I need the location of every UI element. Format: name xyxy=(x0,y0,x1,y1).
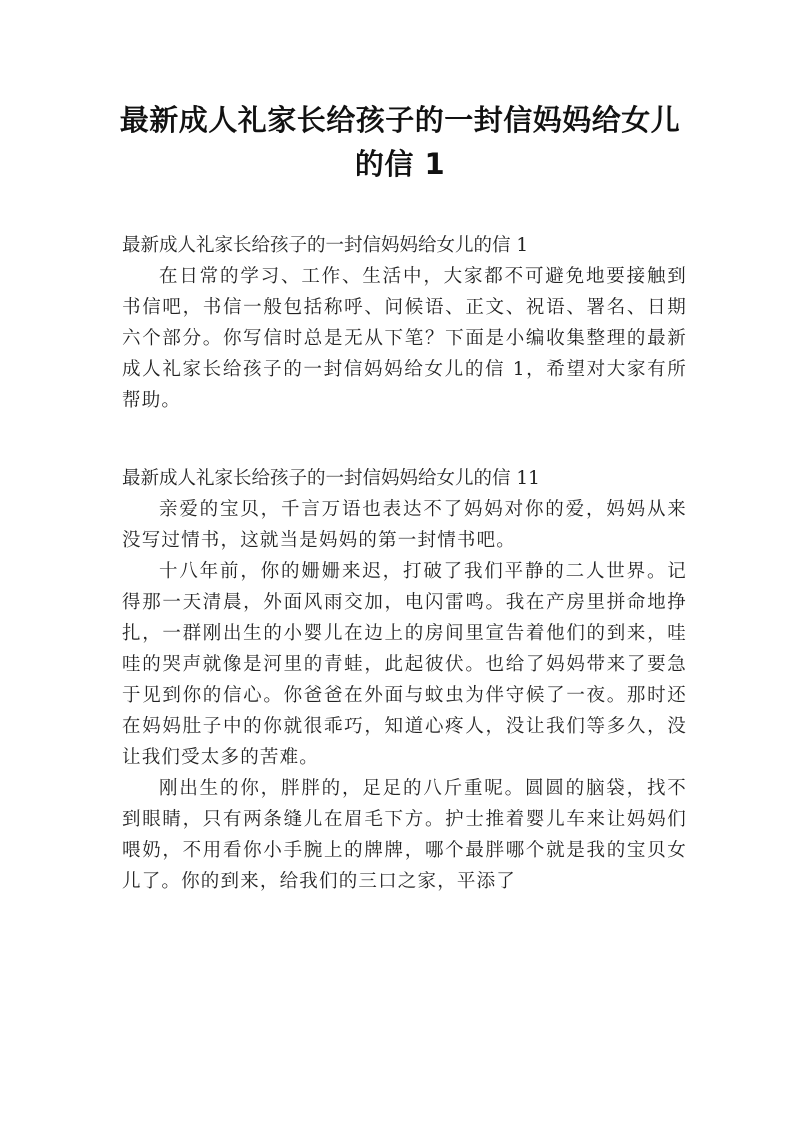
letter-paragraph: 刚出生的你，胖胖的，足足的八斤重呢。圆圆的脑袋，找不到眼睛，只有两条缝儿在眉毛下方。护士推着婴儿车来让妈妈们喂奶，不用看你小手腕上的牌牌，哪个最胖哪个就是我的宝贝女儿了。你的到来，给我们的三口之家，平添了 xyxy=(122,778,687,892)
letter-paragraph: 十八年前，你的姗姗来迟，打破了我们平静的二人世界。记得那一天清晨，外面风雨交加，电闪雷鸣。我在产房里拼命地挣扎，一群刚出生的小婴儿在边上的房间里宣告着他们的到来，哇哇的哭声就像是河里的青蛙，此起彼伏。也给了妈妈带来了要急于见到你的信心。你爸爸在外面与蚊虫为伴守候了一夜。那时还在妈妈肚子中的你就很乖巧，知道心疼人，没让我们等多久，没让我们受太多的苦难。 xyxy=(122,561,687,768)
section-heading: 最新成人礼家长给孩子的一封信妈妈给女儿的信 1 xyxy=(122,235,529,256)
document-title: 最新成人礼家长给孩子的一封信妈妈给女儿的信 1 xyxy=(119,103,681,181)
intro-paragraph: 在日常的学习、工作、生活中，大家都不可避免地要接触到书信吧，书信一般包括称呼、问候语、正文、祝语、署名、日期六个部分。你写信时总是无从下笔？下面是小编收集整理的最新成人礼家长给孩子的一封信妈妈给女儿的信 1，希望对大家有所帮助。 xyxy=(122,266,687,411)
letter-heading: 最新成人礼家长给孩子的一封信妈妈给女儿的信 11 xyxy=(122,468,540,489)
section-spacer xyxy=(122,416,687,463)
letter-paragraph: 亲爱的宝贝，千言万语也表达不了妈妈对你的爱，妈妈从来没写过情书，这就当是妈妈的第一封情书吧。 xyxy=(122,499,687,551)
document-body xyxy=(122,230,687,897)
